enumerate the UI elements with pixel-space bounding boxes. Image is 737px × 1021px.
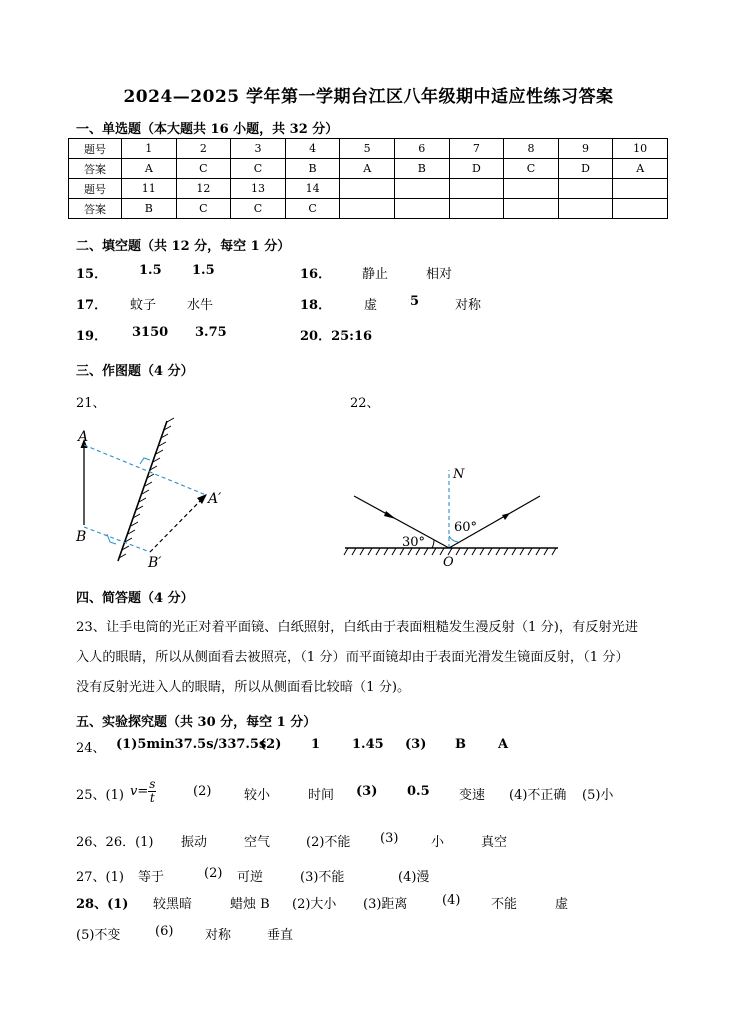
- table-cell: [504, 179, 559, 199]
- q25-part-3: (3): [356, 784, 378, 799]
- table-cell: 题号: [69, 179, 122, 199]
- table-row: [69, 179, 668, 199]
- figure-21-mirror-image: [70, 415, 240, 575]
- table-row: [69, 139, 668, 159]
- table-cell: [504, 199, 559, 219]
- q26-answer-3: (2)不能: [306, 835, 351, 850]
- q28-answer-4: (3)距离: [363, 897, 408, 912]
- section-single-choice: 一、单选题（本大题共 16 小题，共 32 分）: [76, 122, 339, 137]
- table-cell: 4: [285, 139, 340, 159]
- q26-answer-4: 小: [431, 835, 445, 850]
- q27-answer-2: 可逆: [237, 870, 264, 885]
- table-cell: 10: [613, 139, 668, 159]
- table-cell: C: [231, 199, 286, 219]
- table-cell: 9: [558, 139, 613, 159]
- q26-answer-5: 真空: [481, 835, 508, 850]
- q26-number: 26、26．(1): [76, 835, 154, 850]
- incident-arrowhead: [384, 511, 396, 519]
- table-cell: 答案: [69, 159, 122, 179]
- table-cell: 2: [176, 139, 231, 159]
- q27-part-2: (2): [204, 866, 223, 881]
- table-cell: C: [176, 199, 231, 219]
- q26-part-3: (3): [380, 831, 399, 846]
- table-cell: [394, 179, 449, 199]
- q25-formula-lhs: v=: [130, 784, 149, 799]
- q28-answer-5: 不能: [491, 897, 518, 912]
- q25-part-2: (2): [193, 784, 212, 799]
- table-cell: [613, 179, 668, 199]
- table-cell: C: [285, 199, 340, 219]
- table-cell: 5: [340, 139, 395, 159]
- label-n: N: [453, 467, 465, 482]
- table-cell: B: [285, 159, 340, 179]
- q24-answer-2: 1: [311, 737, 321, 752]
- q15-answer-1: 1.5: [139, 263, 162, 278]
- q25-formula: [130, 778, 156, 805]
- section-short-answer: 四、简答题（4 分）: [76, 591, 194, 606]
- q15-number: 15．: [76, 267, 108, 282]
- surface-hatching: [344, 548, 556, 555]
- q23-line-3: 没有反射光进入人的眼睛，所以从侧面看比较暗（1 分)。: [76, 680, 411, 695]
- q17-answer-1: 蚊子: [130, 298, 157, 313]
- right-angle-mark: [140, 458, 150, 464]
- q16-answer-1: 静止: [362, 267, 389, 282]
- perpendicular-b: [84, 527, 150, 552]
- label-a-prime: A′: [208, 491, 222, 507]
- table-cell: D: [449, 159, 504, 179]
- label-b-prime: B′: [148, 555, 162, 571]
- q18-answer-1: 虚: [364, 298, 378, 313]
- q27-answer-4: (4)漫: [398, 870, 430, 885]
- q17-answer-2: 水牛: [187, 298, 214, 313]
- table-cell: 7: [449, 139, 504, 159]
- q25-answer-5: 变速: [459, 788, 486, 803]
- table-cell: [394, 199, 449, 219]
- q26-answer-2: 空气: [244, 835, 271, 850]
- table-cell: 8: [504, 139, 559, 159]
- q23-line-2: 入人的眼睛，所以从侧面看去被照亮，（1 分）而平面镜却由于表面光滑发生镜面反射，（1 分）: [76, 650, 629, 665]
- q24-answer-4: B: [455, 737, 466, 752]
- q15-answer-2: 1.5: [192, 263, 215, 278]
- q28-number: 28、(1): [76, 897, 129, 912]
- table-cell: [340, 199, 395, 219]
- table-row: [69, 199, 668, 219]
- table-cell: C: [231, 159, 286, 179]
- q28-answer-2: 蜡烛 B: [230, 897, 270, 912]
- section-fill-blank: 二、填空题（共 12 分，每空 1 分）: [76, 239, 291, 254]
- section-drawing: 三、作图题（4 分）: [76, 364, 194, 379]
- label-b: B: [76, 529, 87, 545]
- q16-number: 16．: [300, 267, 332, 282]
- table-cell: [449, 199, 504, 219]
- q25-answer-2: 较小: [244, 788, 271, 803]
- q28-part-6: (6): [155, 924, 174, 939]
- q21-number: 21、: [76, 396, 106, 411]
- image-arrowhead: [197, 494, 207, 504]
- q18-number: 18．: [300, 298, 332, 313]
- q25-answer-7: (5)小: [582, 788, 614, 803]
- q27-number: 27、(1): [76, 870, 124, 885]
- reflected-arrowhead: [502, 513, 510, 520]
- q28-answer-9: 垂直: [267, 928, 294, 943]
- q25-number: 25、(1): [76, 788, 124, 803]
- q24-answer-3: 1.45: [352, 737, 384, 752]
- q18-answer-3: 对称: [455, 298, 482, 313]
- q25-numerator: s: [149, 777, 156, 791]
- table-cell: 1: [122, 139, 177, 159]
- answer-table: [68, 138, 668, 219]
- table-cell: [613, 199, 668, 219]
- table-cell: [558, 199, 613, 219]
- table-cell: A: [340, 159, 395, 179]
- q24-number: 24、: [76, 741, 106, 756]
- q24-answer-5: A: [498, 737, 509, 752]
- q19-answer-2: 3.75: [195, 325, 227, 340]
- q28-answer-6: 虚: [555, 897, 569, 912]
- table-cell: 12: [176, 179, 231, 199]
- q25-answer-6: (4)不正确: [509, 788, 567, 803]
- mirror-line: [118, 421, 167, 561]
- q17-number: 17．: [76, 298, 108, 313]
- angle-arc-30: [432, 540, 434, 548]
- q19-number: 19．: [76, 329, 108, 344]
- table-cell: [340, 179, 395, 199]
- label-60-degrees: 60°: [454, 520, 478, 535]
- q28-answer-7: (5)不变: [76, 928, 121, 943]
- table-cell: [449, 179, 504, 199]
- table-cell: C: [504, 159, 559, 179]
- table-cell: A: [122, 159, 177, 179]
- table-row: [69, 159, 668, 179]
- label-o: O: [443, 555, 454, 570]
- table-cell: 11: [122, 179, 177, 199]
- table-cell: 题号: [69, 139, 122, 159]
- table-cell: A: [613, 159, 668, 179]
- table-cell: 14: [285, 179, 340, 199]
- table-cell: B: [122, 199, 177, 219]
- q25-answer-4: 0.5: [407, 784, 430, 799]
- q25-fraction: [148, 778, 156, 805]
- q23-line-1: 23、让手电筒的光正对着平面镜、白纸照射，白纸由于表面粗糙发生漫反射（1 分)，有反射光进: [76, 620, 639, 635]
- table-cell: 13: [231, 179, 286, 199]
- figure-22-reflection: [340, 460, 570, 572]
- label-30-degrees: 30°: [402, 535, 426, 550]
- table-cell: D: [558, 159, 613, 179]
- table-cell: B: [394, 159, 449, 179]
- label-a: A: [78, 429, 89, 445]
- q26-answer-1: 振动: [181, 835, 208, 850]
- q25-denominator: t: [149, 791, 155, 805]
- q16-answer-2: 相对: [426, 267, 453, 282]
- section-experiment: 五、实验探究题（共 30 分，每空 1 分）: [76, 715, 317, 730]
- q28-answer-1: 较黑暗: [153, 897, 193, 912]
- q28-answer-3: (2)大小: [292, 897, 337, 912]
- q22-number: 22、: [350, 396, 380, 411]
- q24-answer-1: (1)5min37.5s/337.5s: [116, 737, 267, 752]
- q28-answer-8: 对称: [205, 928, 232, 943]
- q27-answer-3: (3)不能: [300, 870, 345, 885]
- mirror-hatching: [119, 418, 174, 558]
- image-ab: [150, 499, 202, 552]
- q28-part-4: (4): [442, 893, 461, 908]
- q24-part-2: (2): [260, 737, 282, 752]
- table-cell: 6: [394, 139, 449, 159]
- q27-answer-1: 等于: [138, 870, 165, 885]
- q19-answer-1: 3150: [132, 325, 169, 340]
- right-angle-mark: [107, 534, 116, 544]
- table-cell: 3: [231, 139, 286, 159]
- table-cell: C: [176, 159, 231, 179]
- q25-answer-3: 时间: [308, 788, 335, 803]
- perpendicular-a: [84, 445, 206, 495]
- angle-arc-60: [449, 536, 458, 542]
- page-title: 2024—2025 学年第一学期台江区八年级期中适应性练习答案: [123, 87, 614, 107]
- q24-part-3: (3): [405, 737, 427, 752]
- table-cell: [558, 179, 613, 199]
- q18-answer-2: 5: [410, 294, 420, 309]
- q20-answer: 20．25:16: [300, 329, 373, 344]
- table-cell: 答案: [69, 199, 122, 219]
